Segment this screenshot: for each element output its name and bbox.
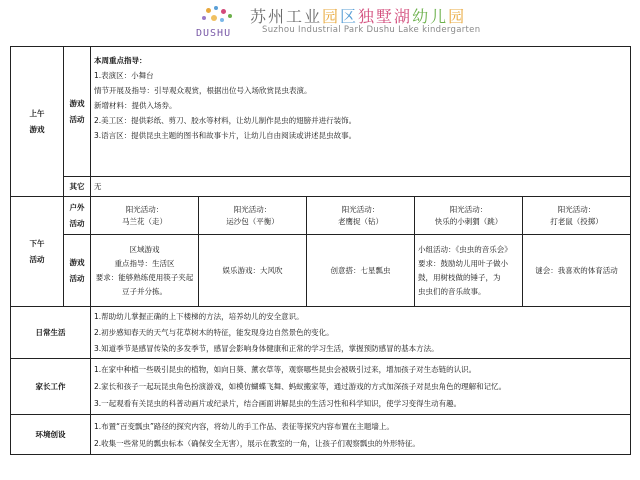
morning-other-value: 无	[91, 177, 631, 197]
morning-label	[11, 47, 64, 197]
family-label: 家长工作	[11, 359, 91, 415]
focus-heading: 本周重点指导：	[94, 56, 147, 65]
morning-game-label: 游戏 活动	[64, 47, 91, 177]
daily-life-label: 日常生活	[11, 307, 91, 359]
outdoor-day-4: 阳光活动： 快乐的小刺猬（跳）	[415, 197, 523, 235]
afternoon-label	[11, 197, 64, 307]
afternoon-game-label: 游戏 活动	[64, 235, 91, 307]
page-header	[0, 0, 640, 44]
afternoon-game-day-1: 区域游戏 重点指导：生活区 要求：能够熟练使用筷子夹起 豆子并分拣。	[91, 235, 199, 307]
outdoor-day-1: 阳光活动： 马兰花（走）	[91, 197, 199, 235]
family-line: 3.一起观看有关昆虫的科普动画片或纪录片，结合画面讲解昆虫的生活习性和科学知识，使学习变得生动有趣。	[94, 399, 462, 408]
family-line: 1.在家中种植一些吸引昆虫的植物，如向日葵、薰衣草等，观察哪些昆虫会被吸引过来，增加孩子对生态链的认识。	[94, 365, 477, 374]
afternoon-outdoor-row	[11, 197, 631, 235]
focus-line: 2.美工区：提供彩纸、剪刀、胶水等材料，让幼儿制作昆虫的翅膀并进行装饰。	[94, 116, 357, 125]
focus-line: 1.表演区：小舞台	[94, 71, 154, 80]
daily-life-row	[11, 307, 631, 359]
environment-content	[91, 415, 631, 455]
morning-label-text: 上午 游戏	[29, 108, 45, 134]
morning-other-row	[11, 177, 631, 197]
afternoon-game-day-5: 谜会：我喜欢的体育活动	[523, 235, 631, 307]
outdoor-label: 户外 活动	[64, 197, 91, 235]
family-row	[11, 359, 631, 415]
daily-life-line: 1.帮助幼儿掌握正确的上下楼梯的方法，培养幼儿的安全意识。	[94, 311, 304, 321]
school-name: 苏州工业园区独墅湖幼儿园	[250, 7, 467, 26]
family-line: 2.家长和孩子一起玩昆虫角色扮演游戏，如模仿蝴蝶飞舞、蚂蚁搬家等，通过游戏的方式加深孩子对昆虫角色的理解和记忆。	[94, 382, 507, 391]
outdoor-day-2: 阳光活动： 运沙包（平衡）	[199, 197, 307, 235]
afternoon-game-row	[11, 235, 631, 307]
daily-life-line: 3.知道季节是感冒传染的多发季节，感冒会影响身体健康和正常的学习生活，掌握预防感冒的基本方法。	[94, 343, 439, 353]
afternoon-game-day-3: 创意搭：七星瓢虫	[307, 235, 415, 307]
school-name-en: Suzhou Industrial Park Dushu Lake kindergarten	[262, 25, 481, 35]
focus-line: 新增材料：提供入场券。	[94, 101, 177, 110]
family-content	[91, 359, 631, 415]
focus-line: 3.语言区：提供昆虫主题的图书和故事卡片，让幼儿自由阅读或讲述昆虫故事。	[94, 131, 357, 140]
morning-game-row	[11, 47, 631, 177]
afternoon-game-day-2: 娱乐游戏：大风吹	[199, 235, 307, 307]
focus-line: 情节开展及指导：引导观众观赏，根据出位号入场欣赏昆虫表演。	[94, 86, 312, 95]
outdoor-day-5: 阳光活动： 打老鼠（投掷）	[523, 197, 631, 235]
logo-text: DUSHU	[196, 28, 232, 39]
environment-label: 环境创设	[11, 415, 91, 455]
weekly-plan-table	[10, 46, 631, 455]
morning-game-content	[91, 47, 631, 177]
daily-life-line: 2.初步感知春天的天气与花草树木的特征，能发现身边自然景色的变化。	[94, 327, 334, 337]
environment-line: 1.布置“百变瓢虫”路径的探究内容，将幼儿的手工作品、表征等探究内容布置在主题墙上。	[94, 421, 394, 431]
morning-other-label: 其它	[64, 177, 91, 197]
afternoon-label-text: 下午 活动	[29, 238, 45, 264]
afternoon-game-day-4: 小组活动：《虫虫的音乐会》 要求：鼓励幼儿用叶子做小 鼓，用树枝做的锤子，为 虫虫们的音乐故事。	[415, 235, 523, 307]
outdoor-day-3: 阳光活动： 老鹰捉（钻）	[307, 197, 415, 235]
environment-line: 2.收集一些常见的瓢虫标本（确保安全无害），展示在教室的一角，让孩子们观察瓢虫的外形特征。	[94, 438, 420, 448]
environment-row	[11, 415, 631, 455]
daily-life-content	[91, 307, 631, 359]
school-logo	[196, 6, 246, 40]
